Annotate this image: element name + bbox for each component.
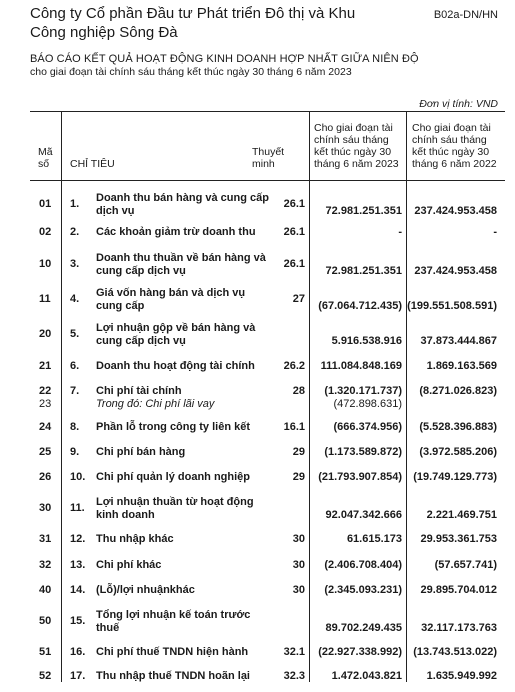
value-2022: (3.972.585.206): [419, 446, 497, 458]
value-2022: 1.869.163.569: [426, 360, 497, 372]
table-row: [30, 314, 505, 347]
value-2022: -: [493, 226, 497, 238]
value-2023: (1.173.589.872): [324, 446, 402, 458]
row-label: Lợi nhuận gộp về bán hàng và cung cấp dịch vụ: [96, 322, 256, 347]
row-number: 14.: [70, 584, 86, 596]
column-2022-header-line: kết thúc ngày 30: [412, 146, 490, 158]
sub-value-2023: (472.898.631): [333, 398, 402, 410]
row-note: 27: [292, 293, 305, 305]
row-code: 24: [39, 421, 52, 433]
column-2022-header: [412, 122, 497, 170]
value-2022: 32.117.173.763: [421, 622, 497, 634]
value-2022: 2.221.469.751: [426, 509, 497, 521]
company-name: Công ty Cổ phần Đầu tư Phát triển Đô thị và Khu Công nghiệp Sông Đà: [30, 5, 356, 41]
value-2022: (199.551.508.591): [407, 300, 497, 312]
row-label: Chi phí bán hàng: [96, 446, 186, 458]
row-label: Chi phí tài chính: [96, 385, 182, 397]
row-code: 30: [39, 502, 52, 514]
form-code: B02a-DN/HN: [433, 9, 498, 21]
value-2022: 1.635.949.992: [426, 670, 497, 682]
row-label: Chi phí quản lý doanh nghiệp: [96, 471, 250, 483]
row-label: Phần lỗ trong công ty liên kết: [96, 421, 251, 433]
row-number: 17.: [70, 670, 86, 682]
row-code: 20: [39, 328, 52, 340]
row-label: Chi phí khác: [96, 559, 162, 571]
row-code: 21: [39, 360, 52, 372]
value-2022: 237.424.953.458: [414, 205, 497, 217]
row-label: Chi phí thuế TNDN hiện hành: [96, 646, 249, 658]
column-2022-header-line: chính sáu tháng: [412, 134, 487, 146]
row-number: 13.: [70, 559, 86, 571]
row-note: 26.1: [283, 198, 305, 210]
value-2023: (666.374.956): [333, 421, 402, 433]
table-row: [30, 184, 505, 217]
row-sub-code: 23: [39, 398, 52, 410]
row-code: 26: [39, 471, 52, 483]
value-2022: 29.953.361.753: [420, 533, 497, 545]
value-2023: (21.793.907.854): [318, 471, 402, 483]
row-number: 16.: [70, 646, 86, 658]
note-column-header: [252, 146, 284, 170]
row-label: Lợi nhuận thuần từ hoạt động kinh doanh: [96, 496, 254, 521]
value-2023: 89.702.249.435: [325, 622, 402, 634]
row-number: 2.: [70, 226, 80, 238]
row-label: Tổng lợi nhuận kế toán trước thuế: [96, 609, 251, 634]
row-code: 40: [39, 584, 52, 596]
code-header-line: Mã: [38, 146, 53, 158]
row-code: 32: [39, 559, 52, 571]
value-2023: 111.084.848.169: [320, 360, 402, 372]
row-note: 29: [292, 471, 305, 483]
value-2023: (1.320.171.737): [324, 385, 402, 397]
row-number: 11.: [70, 502, 85, 514]
value-2022: 237.424.953.458: [414, 265, 497, 277]
row-code: 51: [39, 646, 52, 658]
row-label: Các khoản giảm trừ doanh thu: [96, 226, 256, 238]
row-note: 32.1: [283, 646, 305, 658]
column-2023-header-line: kết thúc ngày 30: [314, 146, 392, 158]
item-column-header: CHỈ TIÊU: [70, 158, 115, 170]
table-top-border: [30, 111, 505, 112]
row-code: 52: [39, 670, 52, 682]
row-number: 4.: [70, 293, 80, 305]
row-number: 15.: [70, 615, 86, 627]
note-header-line: Thuyết: [252, 146, 285, 158]
row-code: 01: [39, 198, 52, 210]
table-row: [30, 377, 505, 410]
row-code: 31: [39, 533, 52, 545]
row-code: 22: [39, 385, 52, 397]
code-column-header: [38, 146, 53, 170]
row-label: Thu nhập thuế TNDN hoãn lại: [96, 670, 250, 682]
row-label: Thu nhập khác: [96, 533, 174, 545]
table-row: [30, 662, 505, 692]
value-2022: (5.528.396.883): [419, 421, 497, 433]
value-2022: (19.749.129.773): [413, 471, 497, 483]
column-2023-header-line: tháng 6 năm 2023: [314, 158, 399, 170]
value-2023: 61.615.173: [346, 533, 402, 545]
value-2022: (8.271.026.823): [419, 385, 497, 397]
value-2023: (2.406.708.404): [324, 559, 402, 571]
report-title: BÁO CÁO KẾT QUẢ HOẠT ĐỘNG KINH DOANH HỢP NHẤT GIỮA NIÊN ĐỘ: [30, 53, 419, 65]
column-2022-header-line: Cho giai đoạn tài: [412, 122, 491, 134]
value-2022: 29.895.704.012: [420, 584, 497, 596]
row-code: 11: [39, 293, 51, 305]
row-note: 16.1: [283, 421, 305, 433]
row-number: 1.: [70, 198, 80, 210]
table-row: [30, 488, 505, 521]
row-number: 5.: [70, 328, 80, 340]
value-2023: 1.472.043.821: [331, 670, 402, 682]
row-label: Doanh thu bán hàng và cung cấp dịch vụ: [96, 192, 269, 217]
column-2023-header-line: Cho giai đoạn tài: [314, 122, 393, 134]
value-2023: (22.927.338.992): [318, 646, 402, 658]
row-label: (Lỗ)/lợi nhuậnkhác: [96, 584, 195, 596]
row-note: 28: [292, 385, 305, 397]
row-label: Giá vốn hàng bán và dịch vụ cung cấp: [96, 287, 246, 312]
row-note: 26.2: [283, 360, 305, 372]
value-2023: (67.064.712.435): [318, 300, 402, 312]
row-note: 30: [292, 559, 305, 571]
value-2022: 37.873.444.867: [420, 335, 497, 347]
row-number: 3.: [70, 258, 80, 270]
row-note: 30: [292, 533, 305, 545]
report-subtitle: cho giai đoạn tài chính sáu tháng kết thúc ngày 30 tháng 6 năm 2023: [30, 66, 352, 78]
row-label: Doanh thu hoạt động tài chính: [96, 360, 255, 372]
row-note: 26.1: [283, 226, 305, 238]
table-row: [30, 244, 505, 277]
row-code: 10: [39, 258, 52, 270]
value-2023: 72.981.251.351: [325, 205, 402, 217]
note-header-line: minh: [252, 158, 275, 170]
currency-unit: Đơn vị tính: VND: [419, 98, 498, 110]
row-number: 9.: [70, 446, 80, 458]
value-2022: (13.743.513.022): [413, 646, 497, 658]
row-note: 30: [292, 584, 305, 596]
value-2023: 5.916.538.916: [331, 335, 402, 347]
table-header-divider: [30, 180, 505, 181]
row-code: 50: [39, 615, 52, 627]
value-2023: 92.047.342.666: [325, 509, 402, 521]
row-note: 29: [292, 446, 305, 458]
row-sub-label: Trong đó: Chi phí lãi vay: [96, 398, 215, 410]
code-header-line: số: [38, 158, 50, 170]
table-row: [30, 279, 505, 312]
table-row: [30, 601, 505, 634]
row-label: Doanh thu thuần về bán hàng và cung cấp dịch vụ: [96, 252, 266, 277]
value-2023: 72.981.251.351: [325, 265, 402, 277]
value-2023: (2.345.093.231): [324, 584, 402, 596]
row-note: 32.3: [283, 670, 305, 682]
row-number: 6.: [70, 360, 80, 372]
row-number: 10.: [70, 471, 86, 483]
column-2023-header: [314, 122, 399, 170]
value-2023: -: [398, 226, 402, 238]
row-code: 02: [39, 226, 52, 238]
row-note: 26.1: [283, 258, 305, 270]
column-2022-header-line: tháng 6 năm 2022: [412, 158, 497, 170]
row-number: 8.: [70, 421, 80, 433]
row-number: 7.: [70, 385, 80, 397]
row-number: 12.: [70, 533, 86, 545]
value-2022: (57.657.741): [434, 559, 497, 571]
column-2023-header-line: chính sáu tháng: [314, 134, 389, 146]
row-code: 25: [39, 446, 52, 458]
